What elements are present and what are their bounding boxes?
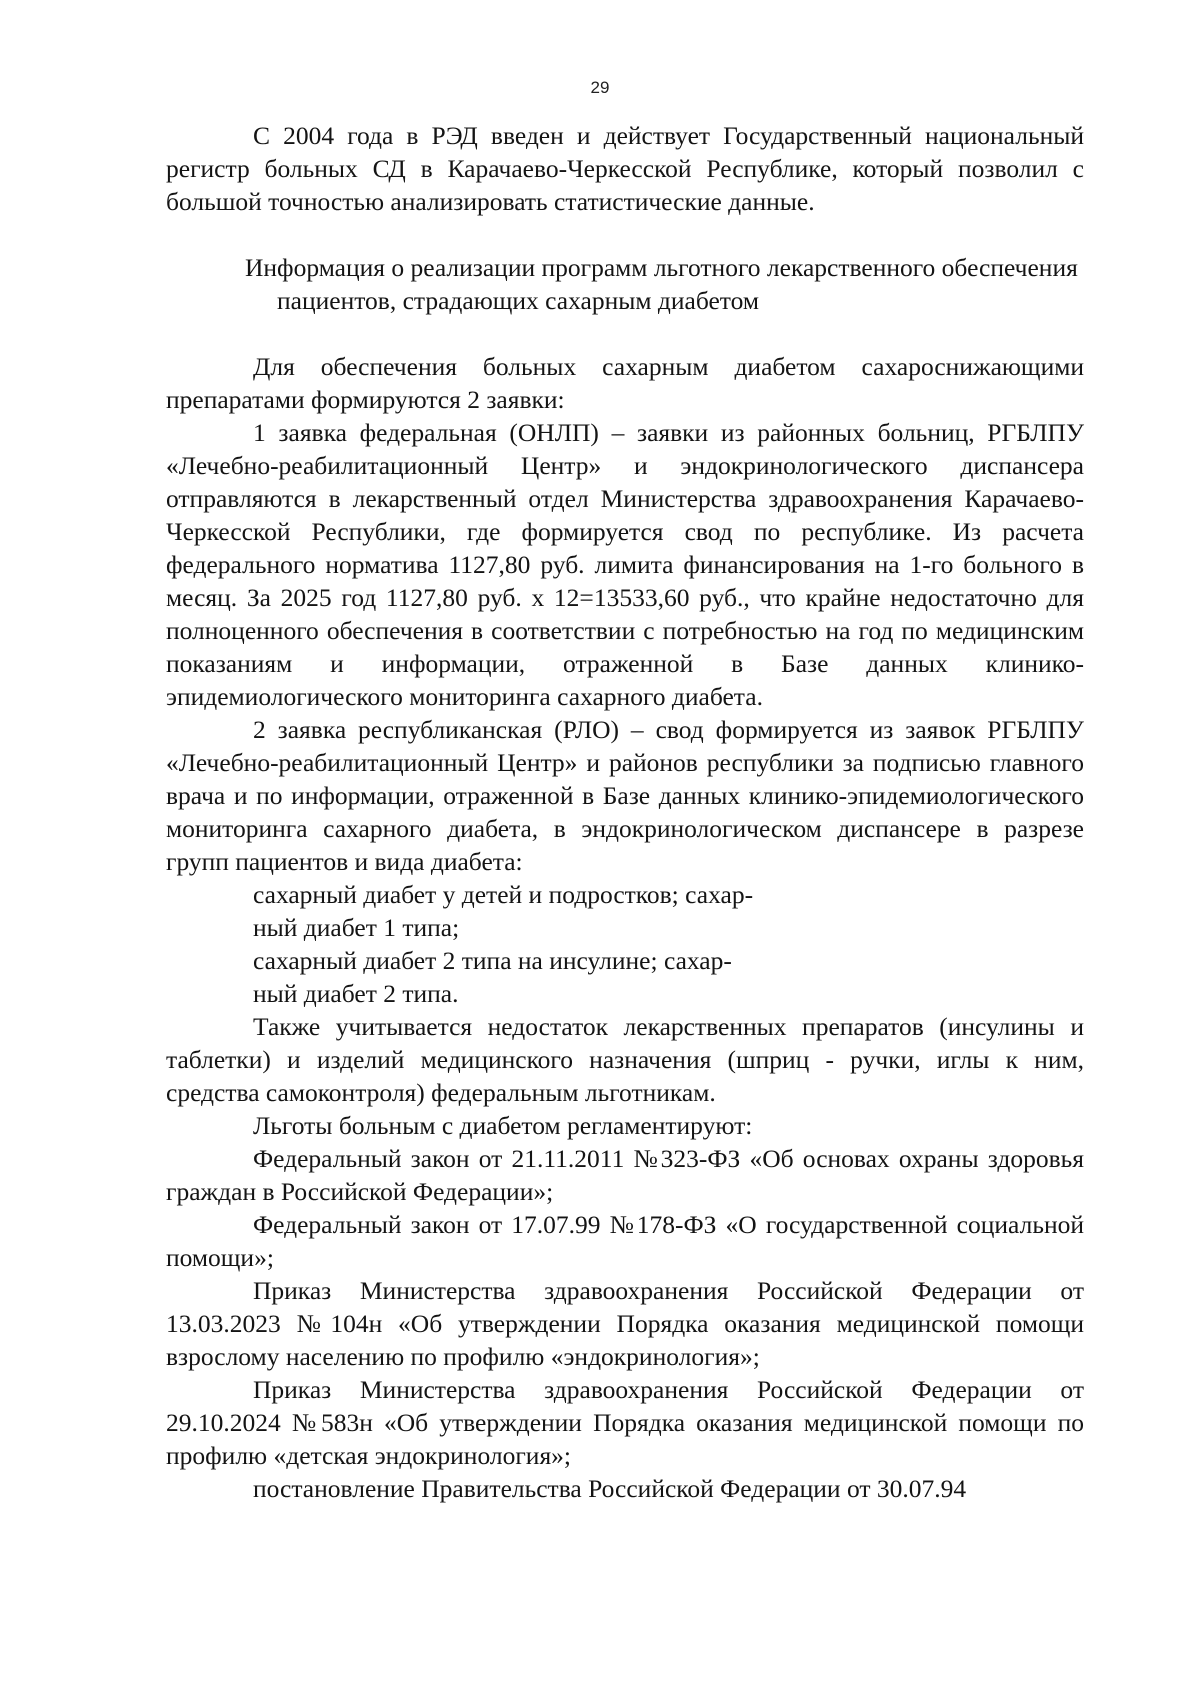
legal-reference: Приказ Министерства здравоохранения Российской Федерации от 29.10.2024 №583н «Об утверждении Порядка оказания медицинской помощи по профилю «детская эндокринология»; — [166, 1375, 1084, 1470]
main-section — [166, 350, 1084, 1505]
diabetes-group-line: сахарный диабет 2 типа на инсулине; сахар- — [253, 946, 732, 975]
paragraph: Также учитывается недостаток лекарственных препаратов (инсулины и таблетки) и изделий медицинского назначения (шприц - ручки, иглы к ним, средства самоконтроля) федеральным льготникам. — [166, 1012, 1084, 1107]
section-heading: Информация о реализации программ льготного лекарственного обеспечения пациентов, страдающих сахарным диабетом — [245, 253, 1078, 315]
paragraph: Льготы больным с диабетом регламентируют: — [253, 1111, 753, 1140]
paragraph: 2 заявка республиканская (РЛО) – свод формируется из заявок РГБЛПУ «Лечебно-реабилитационный Центр» и районов республики за подписью главного врача и по информации, отраженной в Базе данных клинико-эпидемиологического мониторинга сахарного диабета, в эндокринологическом диспансере в разрезе групп пациентов и вида диабета: — [166, 715, 1084, 876]
intro-section — [166, 119, 1084, 218]
intro-paragraph: С 2004 года в РЭД введен и действует Государственный национальный регистр больных СД в Карачаево-Черкесской Республике, который позволил с большой точностью анализировать статистические данные. — [166, 121, 1084, 216]
paragraph: Для обеспечения больных сахарным диабетом сахароснижающими препаратами формируются 2 заявки: — [166, 352, 1084, 414]
diabetes-group-line: ный диабет 1 типа; — [253, 913, 460, 942]
diabetes-group-line: сахарный диабет у детей и подростков; сахар- — [253, 880, 754, 909]
paragraph: 1 заявка федеральная (ОНЛП) – заявки из районных больниц, РГБЛПУ «Лечебно-реабилитационный Центр» и эндокринологического диспансера отправляются в лекарственный отдел Министерства здравоохранения Карачаево-Черкесской Республики, где формируется свод по республике. Из расчета федерального норматива 1127,80 руб. лимита финансирования на 1-го больного в месяц. За 2025 год 1127,80 руб. х 12=13533,60 руб., что крайне недостаточно для полноценного обеспечения в соответствии с потребностью на год по медицинским показаниям и информации, отраженной в Базе данных клинико-эпидемиологического мониторинга сахарного диабета. — [166, 418, 1084, 711]
legal-reference: Приказ Министерства здравоохранения Российской Федерации от 13.03.2023 №104н «Об утверждении Порядка оказания медицинской помощи взрослому населению по профилю «эндокринология»; — [166, 1276, 1084, 1371]
diabetes-group-line: ный диабет 2 типа. — [253, 979, 459, 1008]
page-number: 29 — [590, 78, 610, 97]
legal-reference: Федеральный закон от 21.11.2011 №323-ФЗ «Об основах охраны здоровья граждан в Российской Федерации»; — [166, 1144, 1084, 1206]
legal-reference: Федеральный закон от 17.07.99 №178-ФЗ «О государственной социальной помощи»; — [166, 1210, 1084, 1272]
legal-reference: постановление Правительства Российской Федерации от 30.07.94 — [253, 1474, 967, 1503]
